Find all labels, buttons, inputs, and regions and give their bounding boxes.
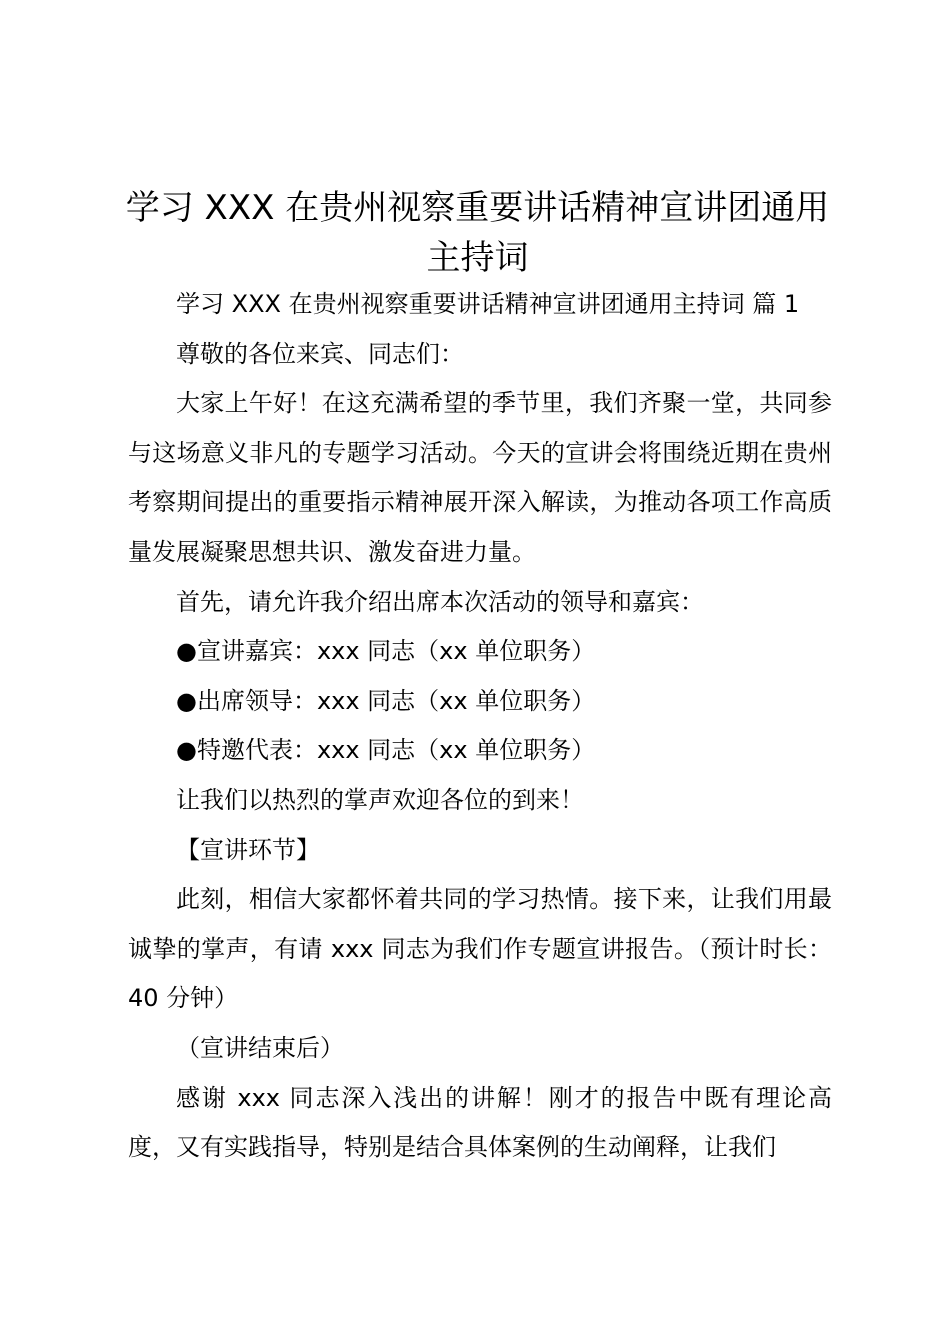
list-item-leader: ●出席领导：xxx 同志（xx 单位职务） — [176, 686, 596, 715]
paragraph-invite-speaker: 此刻，相信大家都怀着共同的学习热情。接下来，让我们用最诚挚的掌声，有请 xxx 同志为我们作专题宣讲报告。（预计时长：40 分钟） — [128, 885, 832, 1013]
paragraph-opening: 大家上午好！在这充满希望的季节里，我们齐聚一堂，共同参与这场意义非凡的专题学习活动。今天的宣讲会将围绕近期在贵州考察期间提出的重要指示精神展开深入解读，为推动各项工作高质量发展凝聚思想共识、激发奋进力量。 — [128, 389, 832, 566]
list-item-speaker: ●宣讲嘉宾：xxx 同志（xx 单位职务） — [176, 637, 596, 666]
section-heading-lecture: 【宣讲环节】 — [176, 835, 320, 864]
document-body — [128, 280, 832, 1173]
paragraph-thanks: 感谢 xxx 同志深入浅出的讲解！刚才的报告中既有理论高度，又有实践指导，特别是结合具体案例的生动阐释，让我们 — [128, 1083, 832, 1162]
list-item-guest: ●特邀代表：xxx 同志（xx 单位职务） — [176, 736, 596, 765]
paragraph-after-lecture: （宣讲结束后） — [176, 1033, 344, 1062]
paragraph-heading-part-1: 学习 XXX 在贵州视察重要讲话精神宣讲团通用主持词 篇 1 — [176, 290, 800, 318]
paragraph-welcome: 让我们以热烈的掌声欢迎各位的到来！ — [176, 785, 584, 814]
paragraph-introduction: 首先，请允许我介绍出席本次活动的领导和嘉宾： — [176, 587, 704, 616]
paragraph-salutation: 尊敬的各位来宾、同志们： — [176, 339, 464, 368]
document-title: 学习 XXX 在贵州视察重要讲话精神宣讲团通用主持词 — [125, 188, 830, 278]
